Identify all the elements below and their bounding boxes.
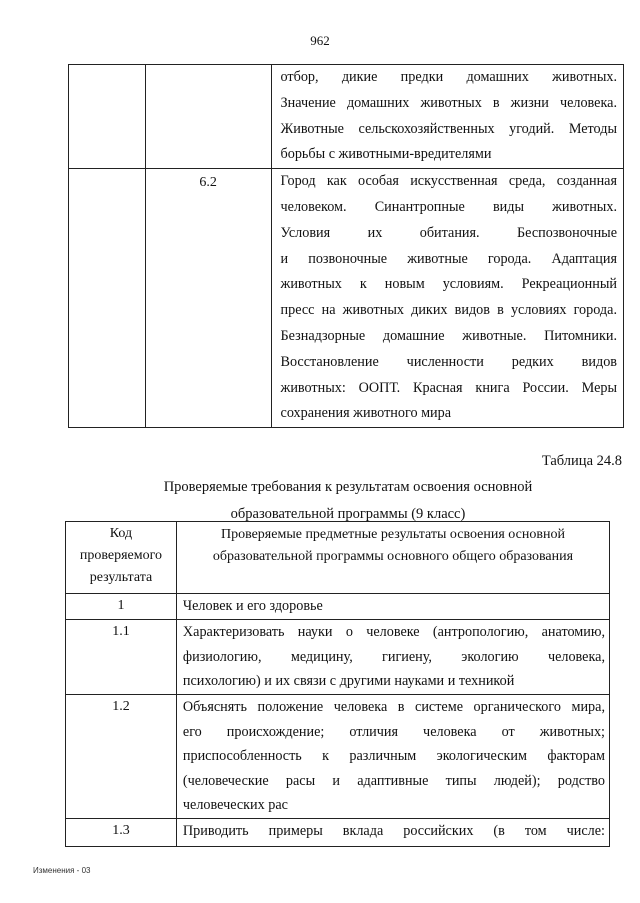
text-line: Безнадзорные домашние животные. Питомники. <box>280 327 617 344</box>
page-number: 962 <box>310 33 330 48</box>
header-line: Проверяемые предметные результаты освоения основной <box>220 527 565 542</box>
header-row <box>66 522 610 594</box>
code-cell: 1.1 <box>66 620 177 695</box>
text-line: отбор, дикие предки домашних животных. <box>280 69 617 85</box>
title-line: Проверяемые требования к результатам освоения основной <box>163 479 533 495</box>
code-cell: 6.2 <box>145 169 271 428</box>
title-line: образовательной программы (9 класс) <box>230 506 466 522</box>
text-line: Человек и его здоровье <box>182 598 323 614</box>
text-line: Условия их обитания. Беспозвоночные <box>280 224 617 241</box>
requirements-table <box>65 521 610 847</box>
text-line: приспособленность к различным экологическим факторам <box>182 748 605 765</box>
section-cell <box>69 169 146 428</box>
table-title <box>88 474 608 528</box>
continued-topics-table <box>68 64 624 428</box>
table-row <box>66 695 610 819</box>
text-line: и позвоночные животные города. Адаптация <box>280 250 617 267</box>
text-line: психологию) и их связи с другими науками и техникой <box>182 673 515 690</box>
section-cell <box>69 65 146 169</box>
text-line: Восстановление численности редких видов <box>280 353 617 370</box>
text-line: животных к новым условиям. Рекреационный <box>280 276 617 293</box>
text-line: (человеческие расы и адаптивные типы людей); родство <box>182 772 605 789</box>
text-line: борьбы с животными-вредителями <box>280 146 492 163</box>
text-line: Приводить примеры вклада российских (в том числе: <box>182 823 605 839</box>
code-cell: 1 <box>66 594 177 620</box>
content-cell <box>176 819 609 847</box>
content-cell <box>271 169 623 428</box>
header-desc-cell <box>176 522 609 594</box>
content-cell <box>271 65 623 169</box>
text-line: Животные сельскохозяйственных угодий. Методы <box>280 120 617 137</box>
table-caption: Таблица 24.8 <box>541 453 622 469</box>
text-line: Значение домашних животных в жизни человека. <box>280 94 617 111</box>
table-row <box>69 169 624 428</box>
text-line: пресс на животных диких видов в условиях города. <box>280 302 617 319</box>
text-line: Объяснять положение человека в системе органического мира, <box>182 699 605 715</box>
content-cell <box>176 594 609 620</box>
table-row <box>66 819 610 847</box>
table-row <box>66 620 610 695</box>
text-line: человеком. Синантропные виды животных. <box>280 198 617 215</box>
header-line: Код <box>109 526 133 541</box>
header-code-cell <box>66 522 177 594</box>
text-line: животных: ООПТ. Красная книга России. Меры <box>280 379 617 396</box>
content-cell <box>176 620 609 695</box>
table-row <box>69 65 624 169</box>
text-line: физиологию, медицину, гигиену, экологию человека, <box>182 648 605 665</box>
code-cell: 1.2 <box>66 695 177 819</box>
header-line: образовательной программы основного общего образования <box>212 549 574 564</box>
text-line: Город как особая искусственная среда, созданная <box>280 173 617 190</box>
text-line: его происхождение; отличия человека от животных; <box>182 723 605 740</box>
code-cell: 1.3 <box>66 819 177 847</box>
text-line: Характеризовать науки о человеке (антропологию, анатомию, <box>182 624 605 640</box>
code-cell <box>145 65 271 169</box>
footer-note: Изменения - 03 <box>33 866 91 875</box>
text-line: человеческих рас <box>182 797 288 814</box>
table-row <box>66 594 610 620</box>
header-line: проверяемого <box>79 548 163 563</box>
content-cell <box>176 695 609 819</box>
header-line: результата <box>89 570 153 585</box>
text-line: сохранения животного мира <box>280 405 452 422</box>
